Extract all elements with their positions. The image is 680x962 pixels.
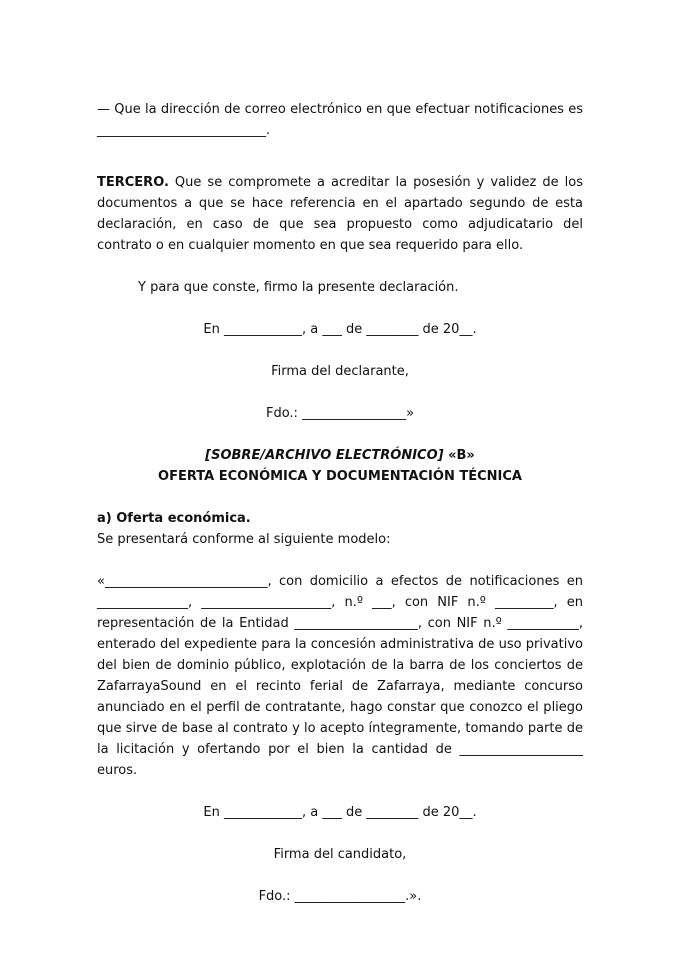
conste-line: Y para que conste, firmo la presente declaración. xyxy=(138,280,459,295)
sobre-b-title xyxy=(97,445,583,466)
place-date-line: En ____________, a ___ de ________ de 20__. xyxy=(203,322,477,337)
intro-line: Se presentará conforme al siguiente modelo: xyxy=(97,532,391,547)
email-clause: — Que la dirección de correo electrónico en que efectuar notificaciones es __________________________. xyxy=(97,102,583,138)
tercero-clause xyxy=(97,172,583,256)
section-heading: OFERTA ECONÓMICA Y DOCUMENTACIÓN TÉCNICA xyxy=(158,469,522,484)
declarant-signature-label: Firma del declarante, xyxy=(271,364,409,379)
document-page xyxy=(97,99,583,907)
sobre-letter: «B» xyxy=(443,448,475,463)
tercero-text: Que se compromete a acreditar la posesión y validez de los documentos a que se hace referencia en el apartado segundo de esta declaración, en caso de que sea propuesto como adjudicatario del contrato o en cualquier momento en que sea requerido para ello. xyxy=(97,175,583,253)
offer-model-text: «_________________________, con domicilio a efectos de notificaciones en ______________, ____________________, n.º ___, con NIF n.º _________, en representación de la Entidad ___________________, con NIF n.º ___________, enterado del expediente para la concesión administrativa de uso privativo del bien de dominio público, explotación de la barra de los conciertos de ZafarrayaSound en el recinto ferial de Zafarraya, mediante concurso anunciado en el perfil de contratante, hago constar que conozco el pliego que sirve de base al contrato y lo acepto íntegramente, tomando parte de la licitación y ofertando por el bien la cantidad de ___________________ euros. xyxy=(97,574,583,778)
place-date-line-2: En ____________, a ___ de ________ de 20__. xyxy=(203,805,477,820)
candidate-fdo-line: Fdo.: _________________.». xyxy=(258,889,422,904)
subsection-heading: a) Oferta económica. xyxy=(97,511,251,526)
sobre-label: [SOBRE/ARCHIVO ELECTRÓNICO] xyxy=(205,448,444,463)
tercero-label: TERCERO. xyxy=(97,175,169,190)
candidate-signature-label: Firma del candidato, xyxy=(273,847,407,862)
declarant-fdo-line: Fdo.: ________________» xyxy=(265,406,415,421)
